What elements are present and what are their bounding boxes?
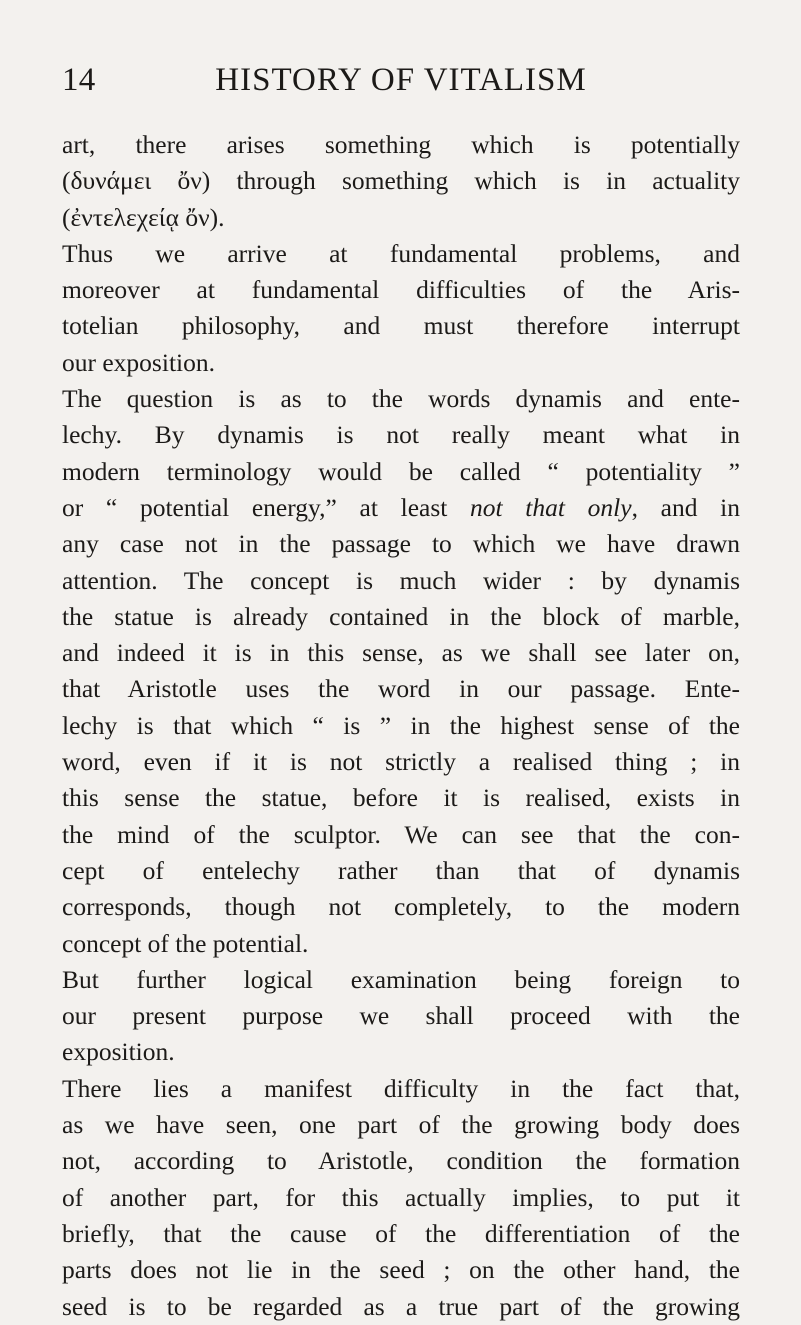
text-line: briefly, that the cause of the differentiation of the (62, 1218, 740, 1248)
text-line: There lies a manifest difficulty in the fact that, (62, 1073, 740, 1103)
text-line: our exposition. (62, 347, 215, 377)
text-line: seed is to be regarded as a true part of the growing (62, 1291, 740, 1321)
text-line: that Aristotle uses the word in our passage. Ente- (62, 674, 740, 704)
text-line: word, even if it is not strictly a realised thing ; in (62, 747, 740, 777)
text-line: corresponds, though not completely, to the modern (62, 892, 740, 922)
text-line: of another part, for this actually implies, to put it (62, 1182, 740, 1212)
text-line: and indeed it is in this sense, as we shall see later on, (62, 638, 740, 668)
text-line: (δυνάμει ὄν) through something which is in actuality (62, 166, 740, 196)
text-line: exposition. (62, 1037, 175, 1067)
text-line: or “ potential energy,” at least not that only, and in (62, 492, 740, 522)
text-line: The question is as to the words dynamis and ente- (62, 384, 740, 414)
emphasis: not that only (470, 492, 632, 522)
text-line: Thus we arrive at fundamental problems, and (62, 238, 740, 268)
text-line: (ἐντελεχείᾳ ὄν). (62, 202, 225, 232)
text-line: lechy. By dynamis is not really meant what in (62, 420, 740, 450)
text-line: attention. The concept is much wider : by dynamis (62, 565, 740, 595)
page-number: 14 (62, 62, 96, 98)
text-line: cept of entelechy rather than that of dynamis (62, 855, 740, 885)
running-title: HISTORY OF VITALISM (215, 62, 587, 98)
text-line: any case not in the passage to which we have drawn (62, 529, 740, 559)
text-line: But further logical examination being foreign to (62, 964, 740, 994)
text-line: this sense the statue, before it is realised, exists in (62, 783, 740, 813)
text-line: art, there arises something which is potentially (62, 130, 740, 159)
text-line: the statue is already contained in the block of marble, (62, 601, 740, 631)
body-text (62, 127, 740, 1325)
text-line: as we have seen, one part of the growing body does (62, 1110, 740, 1140)
text-line: our present purpose we shall proceed with the (62, 1001, 740, 1031)
running-head (62, 60, 740, 100)
text-line: totelian philosophy, and must therefore interrupt (62, 311, 740, 341)
text-line: the mind of the sculptor. We can see that the con- (62, 819, 740, 849)
text-line: concept of the potential. (62, 928, 309, 958)
text-line: not, according to Aristotle, condition the formation (62, 1146, 740, 1176)
text-line: modern terminology would be called “ potentiality ” (62, 456, 740, 486)
text-line: lechy is that which “ is ” in the highest sense of the (62, 710, 740, 740)
text-line: moreover at fundamental difficulties of the Aris- (62, 275, 740, 305)
text-line: parts does not lie in the seed ; on the other hand, the (62, 1255, 740, 1285)
